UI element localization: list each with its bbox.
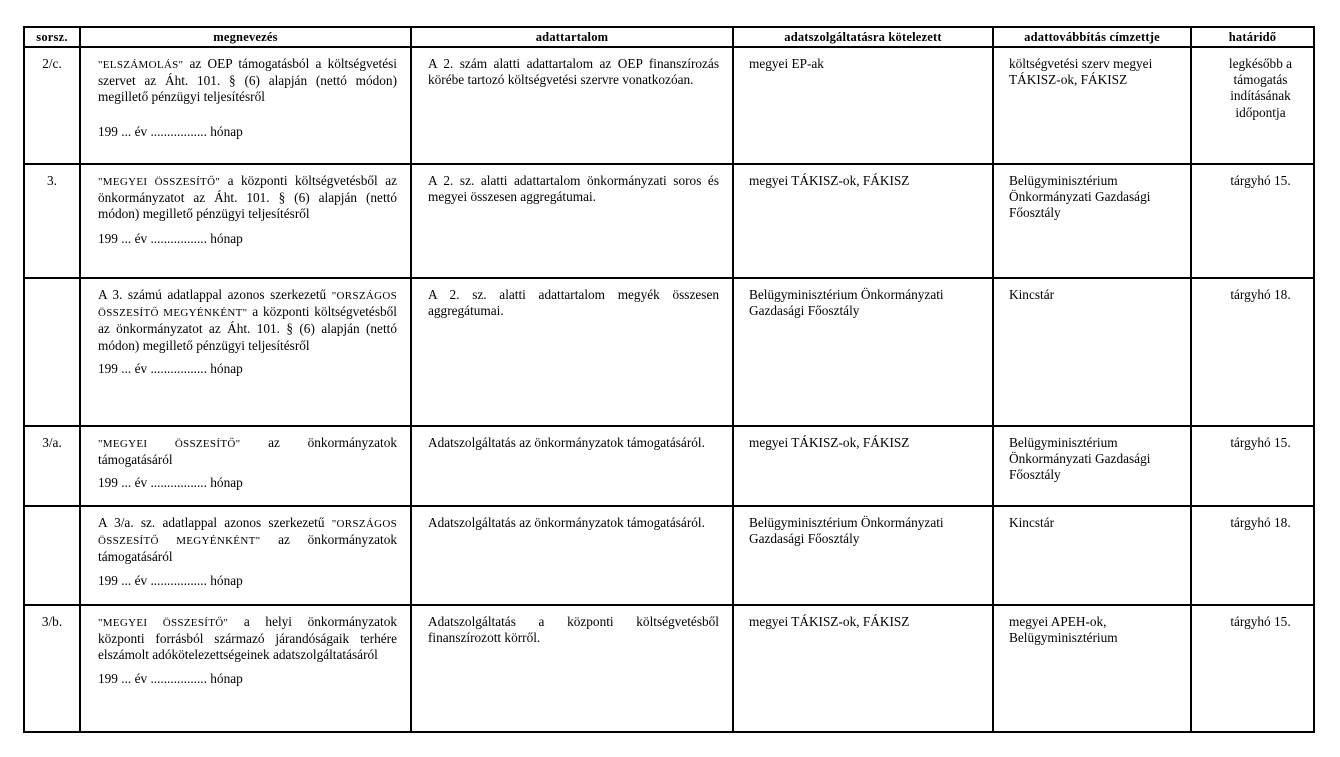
row-name: [80, 164, 411, 278]
header-megnevezes: megnevezés: [80, 27, 411, 47]
row-name-date: 199 ... év ................. hónap: [98, 360, 243, 376]
reporting-table: [23, 26, 1315, 733]
row-name: [80, 278, 411, 426]
row-content: Adatszolgáltatás az önkormányzatok támogatásáról.: [411, 506, 733, 605]
row-recipient: Belügyminisztérium Önkormányzati Gazdasági Főosztály: [993, 164, 1191, 278]
row-name: [80, 426, 411, 506]
row-content: Adatszolgáltatás az önkormányzatok támogatásáról.: [411, 426, 733, 506]
row-name-date: 199 ... év ................. hónap: [98, 572, 243, 588]
row-recipient: Kincstár: [993, 278, 1191, 426]
row-name-date: 199 ... év ................. hónap: [98, 475, 243, 491]
row-number: 2/c.: [24, 47, 80, 164]
row-content: A 2. szám alatti adattartalom az OEP finanszírozás körébe tartozó költségvetési szervre vonatkozóan.: [411, 47, 733, 164]
header-sorsz: sorsz.: [24, 27, 80, 47]
row-name-lead: "ORSZÁGOS ÖSSZESÍTŐ MEGYÉNKÉNT": [98, 518, 397, 548]
row-recipient: megyei APEH-ok, Belügyminisztérium: [993, 605, 1191, 732]
row-recipient: költségvetési szerv megyei TÁKISZ-ok, FÁKISZ: [993, 47, 1191, 164]
header-hatarido: határidő: [1191, 27, 1314, 47]
row-deadline: legkésőbb a támogatás indításának időpontja: [1191, 47, 1314, 164]
row-name-date: 199 ... év ................. hónap: [98, 670, 243, 686]
row-deadline: tárgyhó 15.: [1191, 426, 1314, 506]
row-number: [24, 278, 80, 426]
row-name-text: a központi költségvetésből az önkormányzatot az Áht. 101. § (6) alapján (nettó módon) megillető pénzügyi teljesítésről: [98, 173, 397, 222]
row-name-text: az OEP támogatásból a költségvetési szervet az Áht. 101. § (6) alapján (nettó módon) megillető pénzügyi teljesítésről: [98, 56, 397, 105]
row-content: A 2. sz. alatti adattartalom megyék összesen aggregátumai.: [411, 278, 733, 426]
table-row: [24, 47, 1314, 164]
row-deadline: tárgyhó 15.: [1191, 605, 1314, 732]
row-name-lead: "MEGYEI ÖSSZESÍTŐ": [98, 617, 229, 629]
row-number: 3/b.: [24, 605, 80, 732]
row-deadline: tárgyhó 18.: [1191, 506, 1314, 605]
row-name-pre: A 3. számú adatlappal azonos szerkezetű: [98, 287, 332, 302]
row-obliged: Belügyminisztérium Önkormányzati Gazdasági Főosztály: [733, 506, 993, 605]
row-name: [80, 605, 411, 732]
row-name-text: az önkormányzatok támogatásáról: [98, 435, 397, 468]
table-row: [24, 605, 1314, 732]
row-name-lead: "ORSZÁGOS ÖSSZESÍTŐ MEGYÉNKÉNT": [98, 290, 397, 320]
header-cimzett: adattovábbítás címzettje: [993, 27, 1191, 47]
header-row: [24, 27, 1314, 47]
row-name-lead: "MEGYEI ÖSSZESÍTŐ": [98, 176, 221, 188]
row-obliged: Belügyminisztérium Önkormányzati Gazdasági Főosztály: [733, 278, 993, 426]
row-number: [24, 506, 80, 605]
table-row: [24, 506, 1314, 605]
row-recipient: Belügyminisztérium Önkormányzati Gazdasági Főosztály: [993, 426, 1191, 506]
row-name-text: a helyi önkormányzatok központi forrásból származó járandóságaik terhére elszámolt adókötelezettségeinek adatszolgáltatásáról: [98, 614, 397, 663]
row-name-date: 199 ... év ................. hónap: [98, 123, 243, 139]
row-deadline: tárgyhó 18.: [1191, 278, 1314, 426]
row-obliged: megyei EP-ak: [733, 47, 993, 164]
row-number: 3.: [24, 164, 80, 278]
header-kotelezett: adatszolgáltatásra kötelezett: [733, 27, 993, 47]
row-name-pre: A 3/a. sz. adatlappal azonos szerkezetű: [98, 515, 332, 530]
row-content: Adatszolgáltatás a központi költségvetésből finanszírozott körről.: [411, 605, 733, 732]
row-recipient: Kincstár: [993, 506, 1191, 605]
row-name-lead: "MEGYEI ÖSSZESÍTŐ": [98, 438, 241, 450]
table-row: [24, 164, 1314, 278]
row-obliged: megyei TÁKISZ-ok, FÁKISZ: [733, 426, 993, 506]
row-number: 3/a.: [24, 426, 80, 506]
header-adattartalom: adattartalom: [411, 27, 733, 47]
row-name: [80, 47, 411, 164]
table-row: [24, 278, 1314, 426]
row-deadline: tárgyhó 15.: [1191, 164, 1314, 278]
row-name-lead: "ELSZÁMOLÁS": [98, 59, 184, 71]
row-name-text: az önkormányzatok támogatásáról: [98, 532, 398, 565]
row-obliged: megyei TÁKISZ-ok, FÁKISZ: [733, 605, 993, 732]
table-row: [24, 426, 1314, 506]
row-content: A 2. sz. alatti adattartalom önkormányzati soros és megyei összesen aggregátumai.: [411, 164, 733, 278]
row-obliged: megyei TÁKISZ-ok, FÁKISZ: [733, 164, 993, 278]
row-name-text: a központi költségvetésből az önkormányzatot az Áht. 101. § (6) alapján (nettó módon) megillető pénzügyi teljesítésről: [98, 304, 397, 353]
row-name-date: 199 ... év ................. hónap: [98, 230, 243, 246]
row-name: [80, 506, 411, 605]
